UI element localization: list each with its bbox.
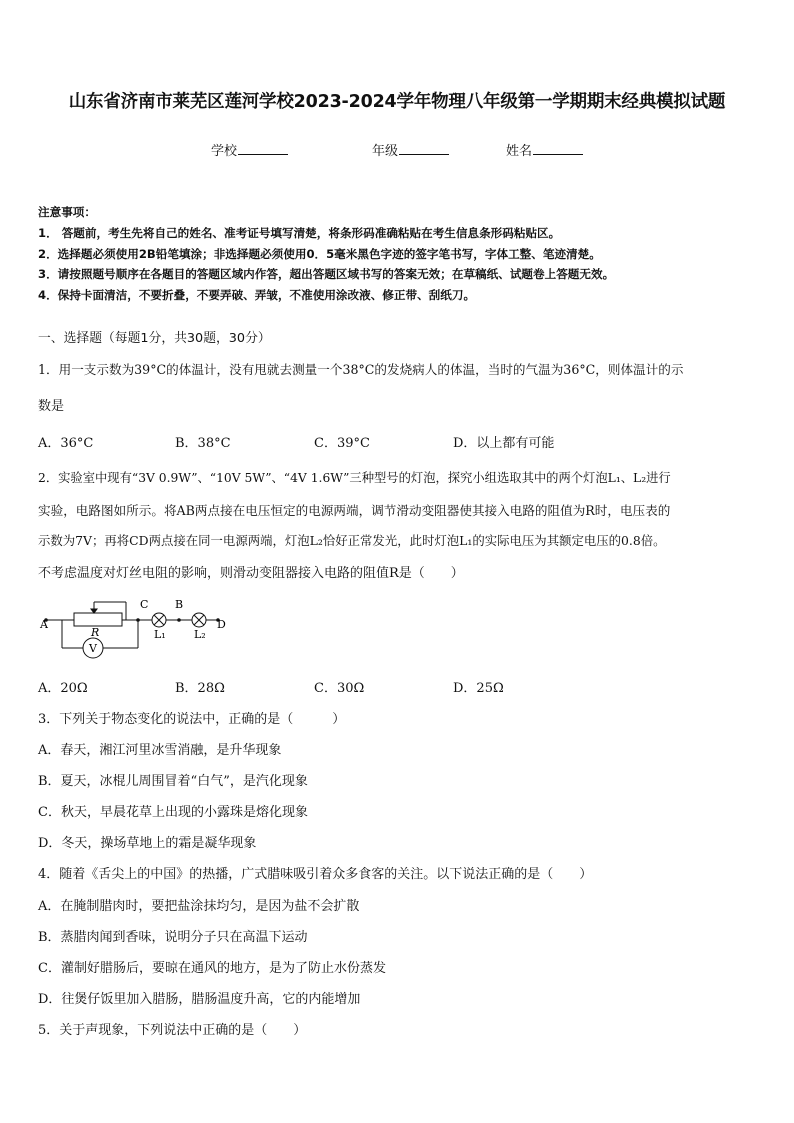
note-item: 4．保持卡面清洁，不要折叠，不要弄破、弄皱，不准使用涂改液、修正带、刮纸刀。 bbox=[38, 288, 476, 302]
q1-stem-line1: 1．用一支示数为39°C的体温计，没有甩就去测量一个38°C的发烧病人的体温，当时的气温为36°C，则体温计的示 bbox=[38, 362, 684, 377]
resistor-r bbox=[74, 613, 122, 626]
q4-stem: 4．随着《舌尖上的中国》的热播，广式腊味吸引着众多食客的关注。以下说法正确的是（ ） bbox=[38, 867, 593, 882]
q1-option-c[interactable]: C．39°C bbox=[314, 436, 370, 451]
school-label: 学校 bbox=[211, 144, 238, 159]
page-title: 山东省济南市莱芜区莲河学校2023-2024学年物理八年级第一学期期末经典模拟试题 bbox=[68, 92, 726, 112]
q5-stem: 5．关于声现象，下列说法中正确的是（ ） bbox=[38, 1023, 307, 1038]
q2-option-b[interactable]: B．28Ω bbox=[175, 681, 225, 696]
q3-option-a[interactable]: A．春天，湘江河里冰雪消融，是升华现象 bbox=[38, 743, 282, 758]
q2-option-a[interactable]: A．20Ω bbox=[38, 681, 88, 696]
q4-option-c[interactable]: C．灌制好腊肠后，要晾在通风的地方，是为了防止水份蒸发 bbox=[38, 961, 386, 976]
q1-option-a[interactable]: A．36°C bbox=[38, 436, 94, 451]
q3-option-c[interactable]: C．秋天，早晨花草上出现的小露珠是熔化现象 bbox=[38, 805, 308, 820]
label-b: B bbox=[175, 598, 184, 611]
note-item: 2．选择题必须使用2B铅笔填涂；非选择题必须使用0．5毫米黑色字迹的签字笔书写，字体工整、笔迹清楚。 bbox=[38, 247, 601, 261]
q1-stem-line2: 数是 bbox=[38, 399, 65, 414]
q2-option-d[interactable]: D．25Ω bbox=[453, 681, 504, 696]
q2-stem-line2: 实验，电路图如所示。将AB两点接在电压恒定的电源两端，调节滑动变阻器使其接入电路的阻值为R时，电压表的 bbox=[38, 503, 671, 518]
notes-heading: 注意事项： bbox=[38, 205, 96, 219]
q4-option-d[interactable]: D．往煲仔饭里加入腊肠，腊肠温度升高，它的内能增加 bbox=[38, 992, 361, 1007]
q3-option-d[interactable]: D．冬天，操场草地上的霜是凝华现象 bbox=[38, 836, 257, 851]
school-blank[interactable] bbox=[238, 143, 288, 155]
grade-field bbox=[372, 140, 449, 159]
section-heading: 一、选择题（每题1分，共30题，30分） bbox=[38, 331, 271, 346]
label-a: A bbox=[40, 618, 48, 631]
label-l1: L₁ bbox=[154, 628, 166, 641]
q4-option-b[interactable]: B．蒸腊肉闻到香味，说明分子只在高温下运动 bbox=[38, 930, 308, 945]
label-v: V bbox=[89, 642, 97, 655]
q1-option-d[interactable]: D．以上都有可能 bbox=[453, 436, 555, 451]
q4-option-a[interactable]: A．在腌制腊肉时，要把盐涂抹均匀，是因为盐不会扩散 bbox=[38, 899, 360, 914]
terminal-b bbox=[177, 618, 181, 622]
slider-arrow bbox=[91, 609, 97, 613]
q2-stem-line3: 示数为7V；再将CD两点接在同一电源两端，灯泡L₂恰好正常发光，此时灯泡L₁的实际电压为其额定电压的0.8倍。 bbox=[38, 533, 666, 548]
q2-option-c[interactable]: C．30Ω bbox=[314, 681, 365, 696]
note-item: 1． 答题前，考生先将自己的姓名、准考证号填写清楚，将条形码准确粘贴在考生信息条形码粘贴区。 bbox=[38, 226, 561, 240]
q1-option-b[interactable]: B．38°C bbox=[175, 436, 231, 451]
q3-stem: 3．下列关于物态变化的说法中，正确的是（ ） bbox=[38, 712, 346, 727]
note-item: 3．请按照题号顺序在各题目的答题区域内作答，超出答题区域书写的答案无效；在草稿纸、试题卷上答题无效。 bbox=[38, 267, 615, 281]
school-field bbox=[211, 140, 288, 159]
circuit-diagram bbox=[36, 590, 236, 665]
name-blank[interactable] bbox=[533, 143, 583, 155]
terminal-c bbox=[136, 618, 140, 622]
q2-stem-line4: 不考虑温度对灯丝电阻的影响，则滑动变阻器接入电路的阻值R是（ ） bbox=[38, 566, 464, 581]
grade-label: 年级 bbox=[372, 144, 399, 159]
q3-option-b[interactable]: B．夏天，冰棍儿周围冒着“白气”，是汽化现象 bbox=[38, 774, 308, 789]
name-field bbox=[506, 140, 583, 159]
label-l2: L₂ bbox=[194, 628, 206, 641]
label-c: C bbox=[140, 598, 149, 611]
label-d: D bbox=[217, 618, 226, 631]
label-r: R bbox=[91, 626, 100, 639]
grade-blank[interactable] bbox=[399, 143, 449, 155]
name-label: 姓名 bbox=[506, 144, 533, 159]
q2-stem-line1: 2．实验室中现有“3V 0.9W”、“10V 5W”、“4V 1.6W”三种型号的灯泡，探究小组选取其中的两个灯泡L₁、L₂进行 bbox=[38, 471, 671, 485]
